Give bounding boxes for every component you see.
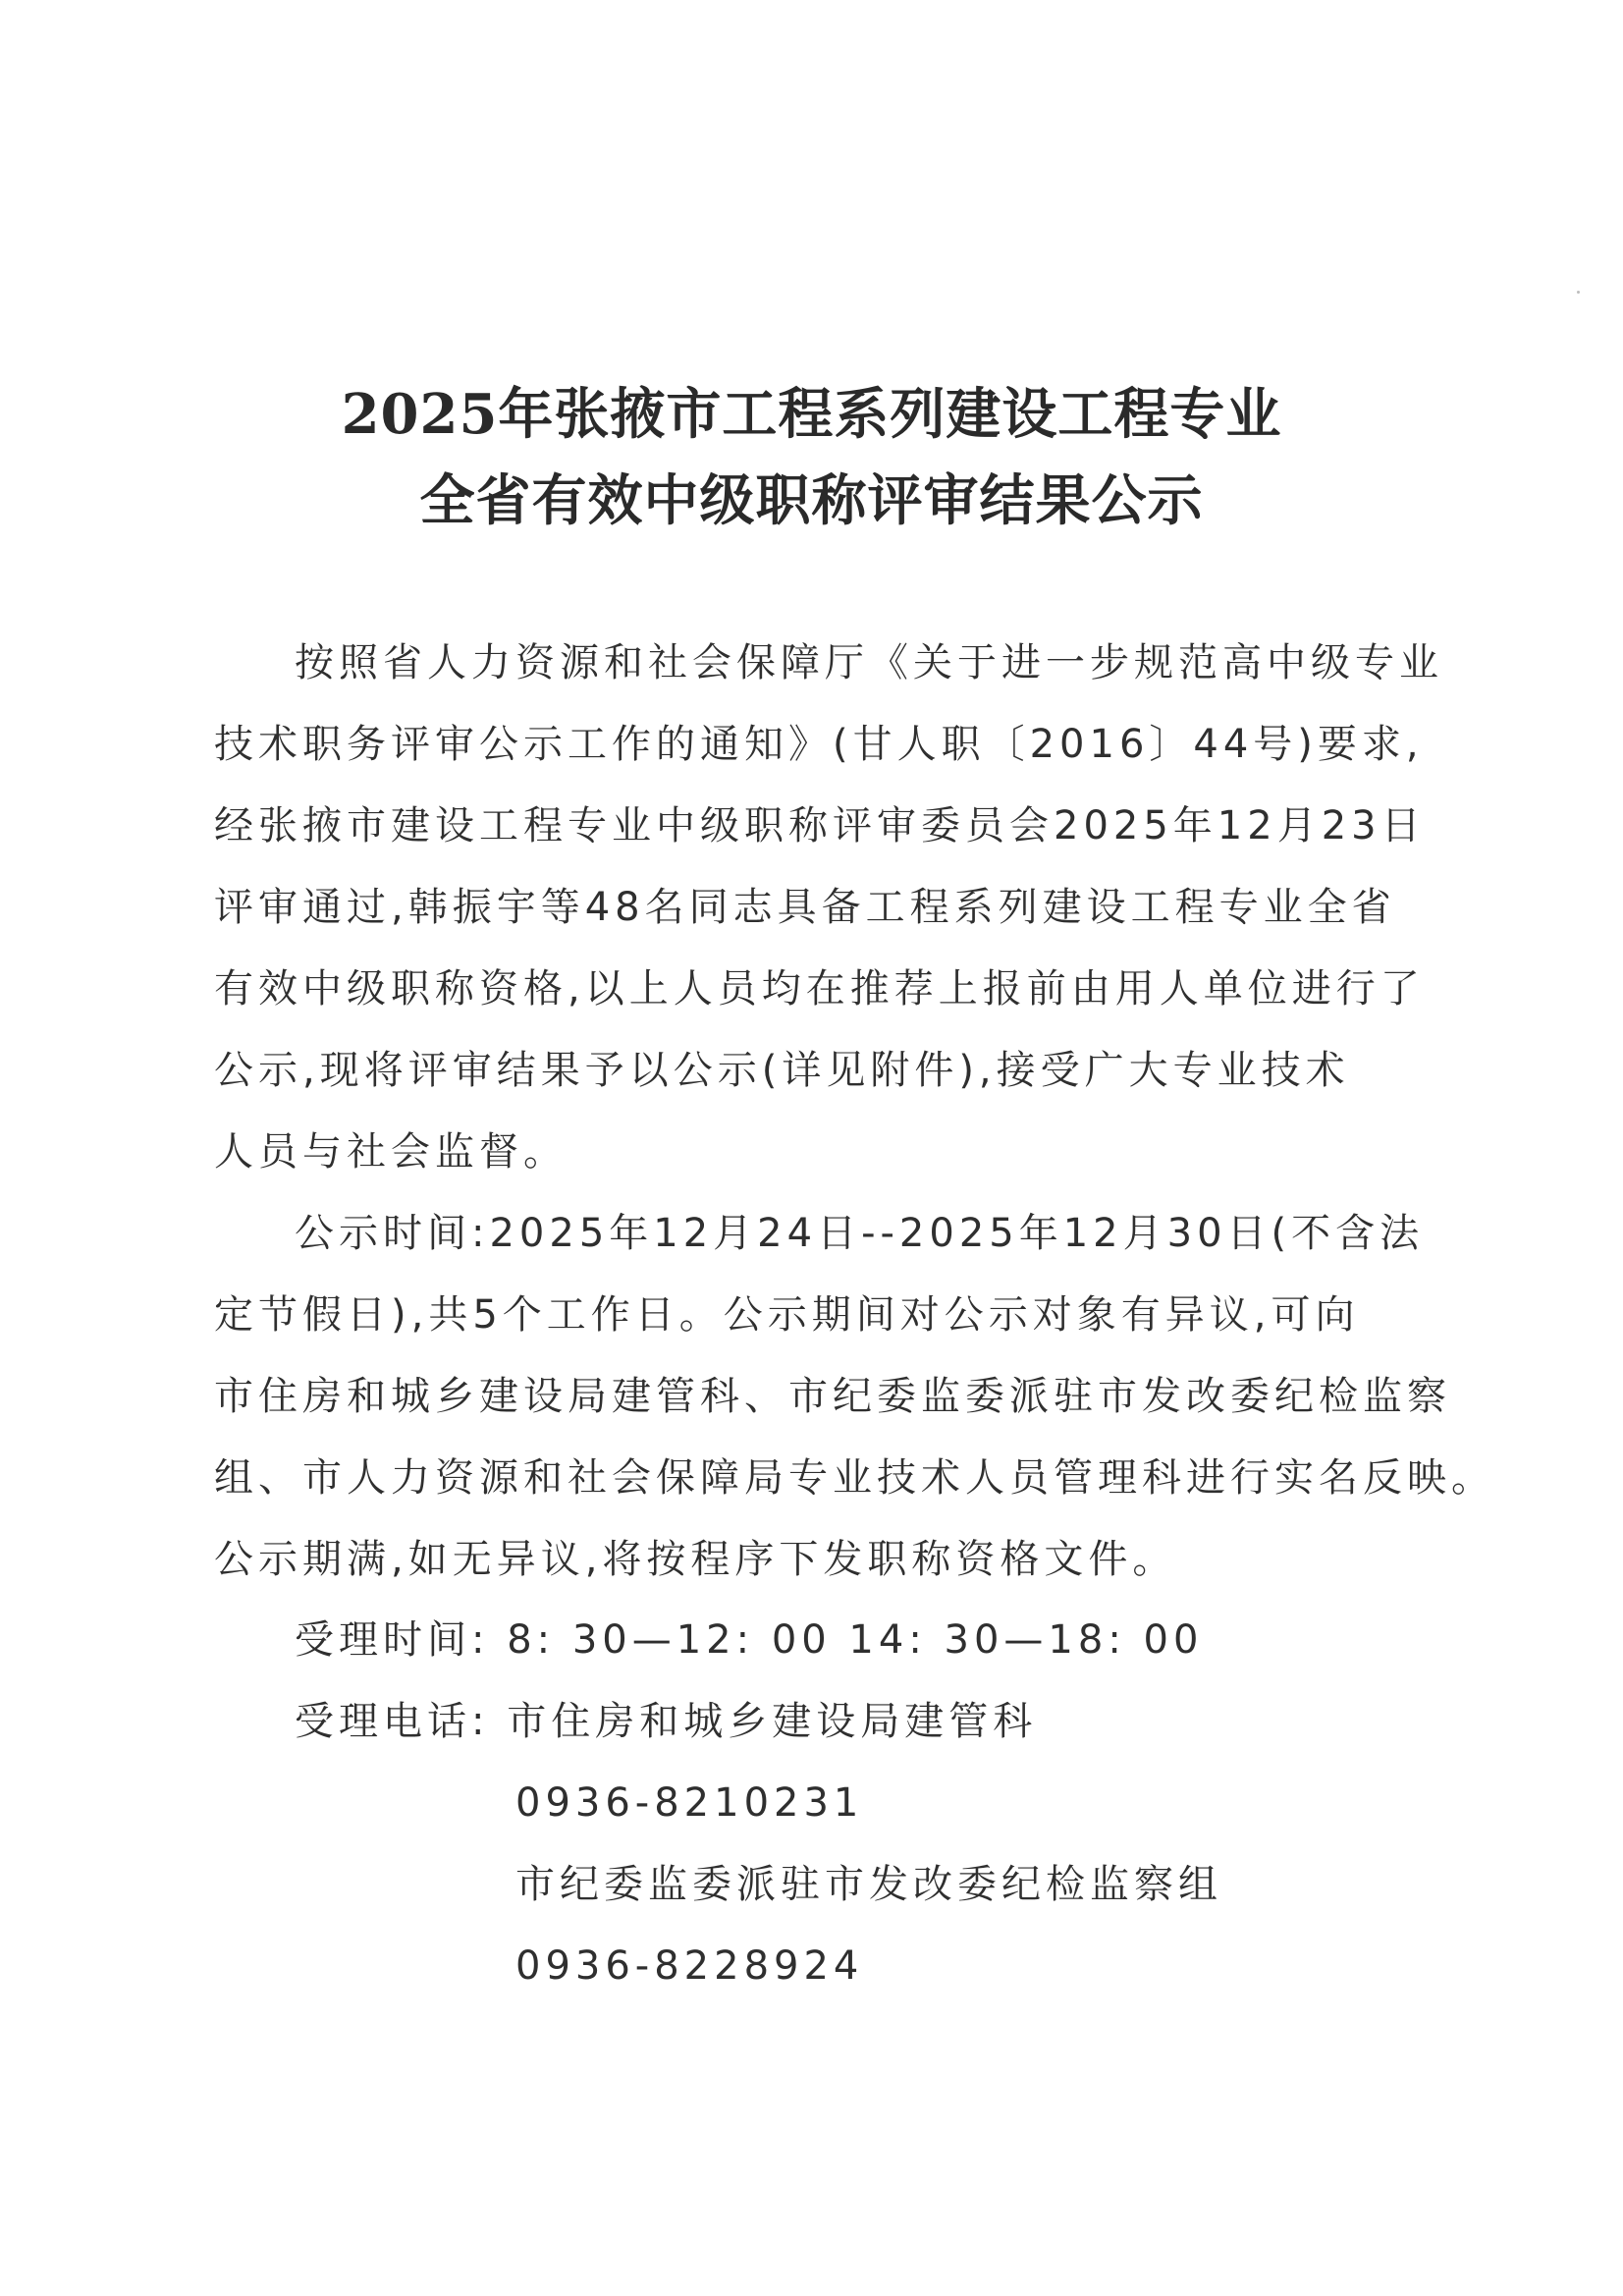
paragraph-1-line-3: 经张掖市建设工程专业中级职称评审委员会2025年12月23日	[214, 803, 1426, 848]
paragraph-1-line-5: 有效中级职称资格,以上人员均在推荐上报前由用人单位进行了	[214, 966, 1425, 1011]
acceptance-phone-label: 受理电话: 市住房和城乡建设局建管科	[295, 1699, 1038, 1744]
paragraph-2-line-3: 市住房和城乡建设局建管科、市纪委监委派驻市发改委纪检监察	[214, 1374, 1451, 1419]
paragraph-2-line-1: 公示时间:2025年12月24日--2025年12月30日(不含法	[295, 1211, 1425, 1256]
acceptance-hours: 受理时间: 8: 30—12: 00 14: 30—18: 00	[295, 1617, 1204, 1663]
paragraph-1-line-2: 技术职务评审公示工作的通知》(甘人职〔2016〕44号)要求,	[214, 722, 1424, 767]
paragraph-1-line-7: 人员与社会监督。	[214, 1129, 568, 1175]
paragraph-2-line-2: 定节假日),共5个工作日。公示期间对公示对象有异议,可向	[214, 1292, 1360, 1338]
paragraph-1-line-6: 公示,现将评审结果予以公示(详见附件),接受广大专业技术	[214, 1048, 1350, 1093]
paragraph-2-line-4: 组、市人力资源和社会保障局专业技术人员管理科进行实名反映。	[214, 1455, 1495, 1501]
scan-speck	[1577, 291, 1580, 294]
phone-number-2: 0936-8228924	[515, 1943, 864, 1989]
contact-org-2: 市纪委监委派驻市发改委纪检监察组	[515, 1862, 1222, 1907]
paragraph-2-line-5: 公示期满,如无异议,将按程序下发职称资格文件。	[214, 1537, 1177, 1582]
document-title-line-2: 全省有效中级职称评审结果公示	[419, 468, 1204, 533]
phone-number-1: 0936-8210231	[515, 1780, 864, 1826]
paragraph-1-line-4: 评审通过,韩振宇等48名同志具备工程系列建设工程专业全省	[214, 885, 1396, 930]
document-title-line-1: 2025年张掖市工程系列建设工程专业	[341, 382, 1282, 447]
paragraph-1-line-1: 按照省人力资源和社会保障厅《关于进一步规范高中级专业	[295, 640, 1443, 685]
